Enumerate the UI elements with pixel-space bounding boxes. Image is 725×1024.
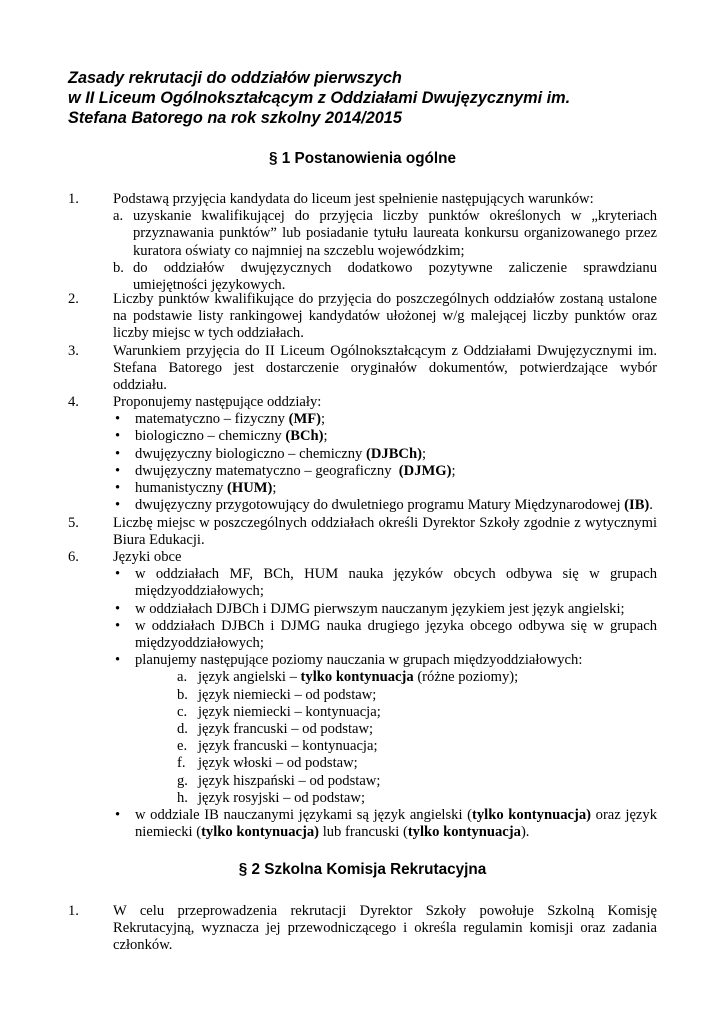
item-number: 6. <box>68 549 79 565</box>
level-text: język angielski – <box>198 669 301 686</box>
level-label: f. <box>177 755 186 772</box>
level-label: b. <box>177 686 188 703</box>
class-code: (HUM) <box>227 480 273 497</box>
language-level-d <box>177 721 657 738</box>
bullet-text: w oddziałach DJBCh i DJMG pierwszym nauczanym językiem jest język angielski; <box>135 600 625 617</box>
section-1-item-5 <box>68 515 657 549</box>
item-text: Warunkiem przyjęcia do II Liceum Ogólnokształcącym z Oddziałami Dwujęzycznymi im. Stefana Batorego jest dostarczenie oryginałów dokumentów, potwierdzające wybór oddziału. <box>113 343 657 394</box>
sub-item-a <box>113 208 657 260</box>
language-level-c <box>177 704 657 721</box>
class-code: (DJBCh) <box>366 445 422 462</box>
level-text: język niemiecki – od podstaw; <box>198 686 377 703</box>
bullet-end: ; <box>323 428 328 445</box>
item-number: 1. <box>68 903 79 919</box>
bullet-icon: • <box>115 428 121 445</box>
level-label: g. <box>177 772 188 789</box>
section-1-item-2 <box>68 291 657 343</box>
level-text-end: (różne poziomy); <box>413 669 519 686</box>
bullet-text: w oddziałach DJBCh i DJMG nauka drugiego języka obcego odbywa się w grupach międzyoddziałowych; <box>135 617 657 652</box>
class-option-ib <box>113 497 657 514</box>
class-option-hum <box>113 480 657 497</box>
bullet-text: dwujęzyczny biologiczno – chemiczny <box>135 445 366 462</box>
language-rule-3 <box>113 618 657 652</box>
bullet-icon: • <box>115 462 121 479</box>
language-rule-ib <box>113 807 657 841</box>
language-level-f <box>177 755 657 772</box>
level-text: język francuski – kontynuacja; <box>198 738 378 755</box>
level-label: c. <box>177 703 188 720</box>
item-text: Podstawą przyjęcia kandydata do liceum jest spełnienie następujących warunków: <box>113 191 594 207</box>
level-label: e. <box>177 738 188 755</box>
item-number: 4. <box>68 394 79 410</box>
language-level-b <box>177 687 657 704</box>
bullet-icon: • <box>115 497 121 514</box>
class-code: (DJMG) <box>398 462 452 479</box>
document-title <box>68 68 668 128</box>
item-text: Języki obce <box>113 549 182 565</box>
section-2-heading: § 2 Szkolna Komisja Rekrutacyjna <box>238 861 487 878</box>
item-number: 2. <box>68 291 79 307</box>
bullet-icon: • <box>115 480 121 497</box>
bullet-end: ; <box>451 462 456 479</box>
class-option-bch <box>113 428 657 445</box>
section-1-item-3 <box>68 343 657 395</box>
language-rule-1 <box>113 566 657 600</box>
bullet-text: ). <box>520 824 530 841</box>
level-label: d. <box>177 721 188 738</box>
bullet-icon: • <box>115 445 121 462</box>
bullet-text: biologiczno – chemiczny <box>135 428 286 445</box>
class-option-djbch <box>113 446 657 463</box>
bullet-text: humanistyczny <box>135 480 228 497</box>
class-option-djmg <box>113 463 657 480</box>
item-text: W celu przeprowadzenia rekrutacji Dyrektor Szkoły powołuje Szkolną Komisję Rekrutacyjną, wyznacza jej przewodniczącego i określa regulamin komisji oraz zadania członków. <box>113 903 657 954</box>
bullet-end: ; <box>421 445 427 462</box>
bullet-icon: • <box>115 600 121 617</box>
section-1-item-4 <box>68 394 657 514</box>
bullet-icon: • <box>115 566 121 583</box>
section-1-heading: § 1 Postanowienia ogólne <box>269 150 456 167</box>
section-1-item-6 <box>68 549 657 841</box>
sub-item-b <box>113 260 657 294</box>
bullet-text: dwujęzyczny matematyczno – geograficzny <box>135 462 399 479</box>
sub-item-label: a. <box>113 208 124 225</box>
class-code: (BCh) <box>285 428 324 445</box>
bullet-text: dwujęzyczny przygotowujący do dwuletniego programu Matury Międzynarodowej <box>135 497 625 514</box>
bullet-icon: • <box>115 617 121 634</box>
language-rule-4 <box>113 652 657 669</box>
class-option-mf <box>113 411 657 428</box>
class-code: (MF) <box>288 411 321 428</box>
bullet-end: . <box>649 497 653 514</box>
item-number: 5. <box>68 515 79 531</box>
level-text: język włoski – od podstaw; <box>198 755 358 772</box>
bullet-icon: • <box>115 411 121 428</box>
title-line-1: Zasady rekrutacji do oddziałów pierwszych <box>68 69 402 87</box>
section-1-item-1 <box>68 191 657 294</box>
title-line-2: w II Liceum Ogólnokształcącym z Oddziałami Dwujęzycznymi im. <box>68 89 571 107</box>
title-line-3: Stefana Batorego na rok szkolny 2014/2015 <box>68 109 402 127</box>
level-text: język francuski – od podstaw; <box>198 721 374 738</box>
bold-text: tylko kontynuacja) <box>472 807 591 824</box>
item-number: 1. <box>68 191 79 207</box>
language-level-h <box>177 790 657 807</box>
item-text: Proponujemy następujące oddziały: <box>113 394 322 410</box>
bullet-text: w oddziałach MF, BCh, HUM nauka języków obcych odbywa się w grupach międzyoddziałowych; <box>135 566 657 600</box>
level-bold-text: tylko kontynuacja <box>300 669 414 686</box>
sub-item-text: do oddziałów dwujęzycznych dodatkowo pozytywne zaliczenie sprawdzianu umiejętności językowych. <box>133 259 657 294</box>
item-text: Liczby punktów kwalifikujące do przyjęcia do poszczególnych oddziałów zostaną ustalone na podstawie listy rankingowej kandydatów ułożonej w/g malejącej liczby punktów oraz liczby miejsc w tych oddziałach. <box>113 291 657 342</box>
bullet-text: oraz język niemiecki ( <box>135 807 658 841</box>
bold-text: tylko kontynuacja) <box>201 824 320 841</box>
level-label: h. <box>177 789 188 806</box>
sub-item-label: b. <box>113 259 124 276</box>
language-level-a <box>177 669 657 686</box>
bold-text: tylko kontynuacja <box>407 824 521 841</box>
level-label: a. <box>177 669 188 686</box>
bullet-end: ; <box>321 411 326 428</box>
item-number: 3. <box>68 343 79 359</box>
level-text: język hiszpański – od podstaw; <box>198 772 381 789</box>
bullet-text: w oddziale IB nauczanymi językami są język angielski ( <box>135 807 473 824</box>
language-level-e <box>177 738 657 755</box>
sub-item-text: uzyskanie kwalifikującej do przyjęcia liczby punktów określonych w „kryteriach przyznawania punktów” lub posiadanie tytułu laureata konkursu organizowanego przez kuratora oświaty co najmniej na szczeblu wojewódzkim; <box>133 208 657 259</box>
class-code: (IB) <box>624 497 650 514</box>
bullet-end: ; <box>272 480 277 497</box>
bullet-text: matematyczno – fizyczny <box>135 411 289 428</box>
language-rule-2 <box>113 601 657 618</box>
level-text: język niemiecki – kontynuacja; <box>198 703 381 720</box>
language-level-g <box>177 773 657 790</box>
bullet-text: lub francuski ( <box>319 824 408 841</box>
level-text: język rosyjski – od podstaw; <box>198 789 366 806</box>
bullet-icon: • <box>115 807 121 824</box>
item-text: Liczbę miejsc w poszczególnych oddziałach określi Dyrektor Szkoły zgodnie z wytycznymi Biura Edukacji. <box>113 515 657 549</box>
section-2-item-1 <box>68 903 657 955</box>
bullet-icon: • <box>115 652 121 669</box>
bullet-text: planujemy następujące poziomy nauczania w grupach międzyoddziałowych: <box>135 652 583 669</box>
